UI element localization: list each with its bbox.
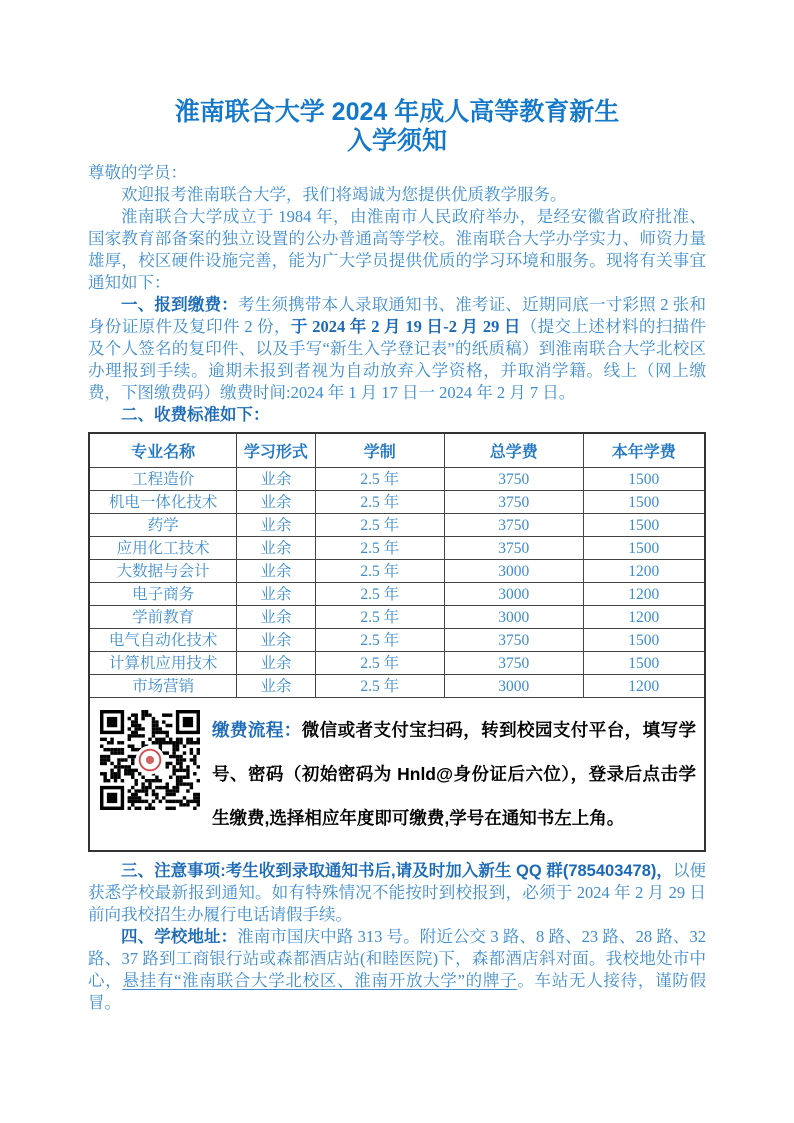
section3-text: 以便获悉学校最新报到通知。如有特殊情况不能按时到校报到，必须于 2024 年 2 月 29 日前向我校招生办履行电话请假手续。 — [88, 861, 707, 924]
fee-table-cell: 学前教育 — [89, 606, 237, 629]
fee-table-cell: 业余 — [237, 491, 315, 514]
fee-table-cell: 业余 — [237, 652, 315, 675]
fee-table-cell: 2.5 年 — [315, 583, 444, 606]
fee-table-row — [89, 583, 705, 606]
fee-table-cell: 3750 — [444, 514, 583, 537]
fee-table-cell: 大数据与会计 — [89, 560, 237, 583]
paragraph-welcome: 欢迎报考淮南联合大学，我们将竭诚为您提供优质教学服务。 — [121, 185, 567, 204]
fee-table-cell: 1200 — [583, 675, 705, 698]
fee-table-cell: 3000 — [444, 560, 583, 583]
fee-table-cell: 业余 — [237, 675, 315, 698]
fee-table-cell: 业余 — [237, 629, 315, 652]
fee-table-cell: 业余 — [237, 537, 315, 560]
fee-table-cell: 市场营销 — [89, 675, 237, 698]
fee-table-header-row — [89, 433, 705, 468]
section1-text-b: （提交上述材料的扫描件及个人签名的复印件、以及手写“新生入学登记表”的纸质稿）到淮南联合大学北校区办理报到手续。逾期未报到者视为自动放弃入学资格，并取消学籍。线上（网上缴费，下图缴费码）缴费时间:2024 年 1 月 17 日一 2024 年 2 月 7 日。 — [88, 317, 707, 402]
fee-table-cell: 电气自动化技术 — [89, 629, 237, 652]
fee-table-row — [89, 491, 705, 514]
fee-table-cell: 3000 — [444, 675, 583, 698]
qr-code-svg — [100, 708, 200, 812]
fee-table-cell: 业余 — [237, 514, 315, 537]
fee-table-row — [89, 514, 705, 537]
greeting: 尊敬的学员： — [88, 163, 187, 182]
fee-table-cell: 计算机应用技术 — [89, 652, 237, 675]
fee-table-cell: 机电一体化技术 — [89, 491, 237, 514]
fee-table-row — [89, 675, 705, 698]
header-cell-year-tuition: 本年学费 — [583, 433, 705, 468]
fee-table-cell: 2.5 年 — [315, 652, 444, 675]
fee-table — [88, 432, 706, 852]
fee-table-cell: 2.5 年 — [315, 468, 444, 491]
fee-table-cell: 3750 — [444, 629, 583, 652]
fee-table-cell: 业余 — [237, 468, 315, 491]
fee-table-cell: 1200 — [583, 583, 705, 606]
fee-table-body — [89, 468, 705, 698]
payment-label: 缴费流程： — [212, 720, 302, 740]
fee-table-cell: 应用化工技术 — [89, 537, 237, 560]
section4-text-b: 。车站无人接待，谨防假冒。 — [88, 971, 707, 1012]
header-cell-duration: 学制 — [315, 433, 444, 468]
fee-table-cell: 3750 — [444, 537, 583, 560]
fee-table-cell: 业余 — [237, 560, 315, 583]
section1-label: 一、报到缴费： — [121, 296, 238, 314]
fee-table-cell: 工程造价 — [89, 468, 237, 491]
section1-text-a: 考生须携带本人录取通知书、准考证、近期同底一寸彩照 2 张和身份证原件及复印件 2 份， — [88, 295, 707, 336]
fee-table-cell: 2.5 年 — [315, 560, 444, 583]
fee-table-row — [89, 629, 705, 652]
fee-table-row — [89, 468, 705, 491]
fee-table-cell: 2.5 年 — [315, 675, 444, 698]
section4-underlined-text: 悬挂有“淮南联合大学北校区、淮南开放大学”的牌子 — [122, 971, 518, 990]
fee-table-cell: 1500 — [583, 491, 705, 514]
fee-table-cell: 1200 — [583, 606, 705, 629]
section2-label: 二、收费标准如下： — [121, 406, 270, 424]
fee-table-cell: 3750 — [444, 652, 583, 675]
section4-label: 四、学校地址： — [121, 928, 238, 946]
fee-table-cell: 2.5 年 — [315, 491, 444, 514]
fee-table-cell: 1200 — [583, 560, 705, 583]
payment-row — [89, 698, 705, 852]
fee-table-cell: 业余 — [237, 583, 315, 606]
header-cell-major: 专业名称 — [89, 433, 237, 468]
payment-instructions-text: 微信或者支付宝扫码，转到校园支付平台，填写学号、密码（初始密码为 Hnld@身份证后六位），登录后点击学生缴费,选择相应年度即可缴费,学号在通知书左上角。 — [212, 720, 697, 828]
title-line-1: 淮南联合大学 2024 年成人高等教育新生 — [174, 98, 620, 126]
section2-heading — [88, 404, 706, 426]
fee-table-row — [89, 537, 705, 560]
section1-date-range: 于 2024 年 2 月 19 日-2 月 29 日 — [290, 317, 521, 336]
header-cell-study-form: 学习形式 — [237, 433, 315, 468]
paragraph-intro: 淮南联合大学成立于 1984 年，由淮南市人民政府举办，是经安徽省政府批准、国家教育部备案的独立设置的公办普通高等学校。淮南联合大学办学实力、师资力量雄厚，校区硬件设施完善，能为广大学员提供优质的学习环境和服务。现将有关事宜通知如下： — [88, 207, 706, 292]
fee-table-cell: 2.5 年 — [315, 606, 444, 629]
fee-table-cell: 3000 — [444, 606, 583, 629]
section3-bold-text: 三、注意事项:考生收到录取通知书后,请及时加入新生 QQ 群(785403478)， — [121, 862, 673, 880]
fee-table-cell: 电子商务 — [89, 583, 237, 606]
fee-table-cell: 1500 — [583, 537, 705, 560]
section4-address — [88, 926, 706, 1014]
fee-table-cell: 2.5 年 — [315, 514, 444, 537]
fee-table-cell: 1500 — [583, 629, 705, 652]
title-line-2: 入学须知 — [346, 127, 447, 155]
payment-cell — [89, 698, 705, 852]
fee-table-cell: 3000 — [444, 583, 583, 606]
section3-notes — [88, 860, 706, 926]
payment-instructions — [212, 708, 696, 840]
fee-table-row — [89, 606, 705, 629]
fee-table-cell: 3750 — [444, 468, 583, 491]
header-cell-total-tuition: 总学费 — [444, 433, 583, 468]
section1-registration — [88, 294, 706, 404]
fee-table-row — [89, 652, 705, 675]
fee-table-cell: 2.5 年 — [315, 537, 444, 560]
fee-table-cell: 3750 — [444, 491, 583, 514]
document-title — [88, 98, 706, 156]
fee-table-cell: 1500 — [583, 468, 705, 491]
fee-table-row — [89, 560, 705, 583]
payment-qr-code-icon — [100, 708, 200, 812]
fee-table-cell: 1500 — [583, 652, 705, 675]
fee-table-cell: 业余 — [237, 606, 315, 629]
fee-table-cell: 2.5 年 — [315, 629, 444, 652]
fee-table-cell: 药学 — [89, 514, 237, 537]
fee-table-cell: 1500 — [583, 514, 705, 537]
section4-text-a: 淮南市国庆中路 313 号。附近公交 3 路、8 路、23 路、28 路、32 路、37 路到工商银行站或森都酒店站(和睦医院)下，森都酒店斜对面。我校地处市中心， — [88, 927, 707, 990]
